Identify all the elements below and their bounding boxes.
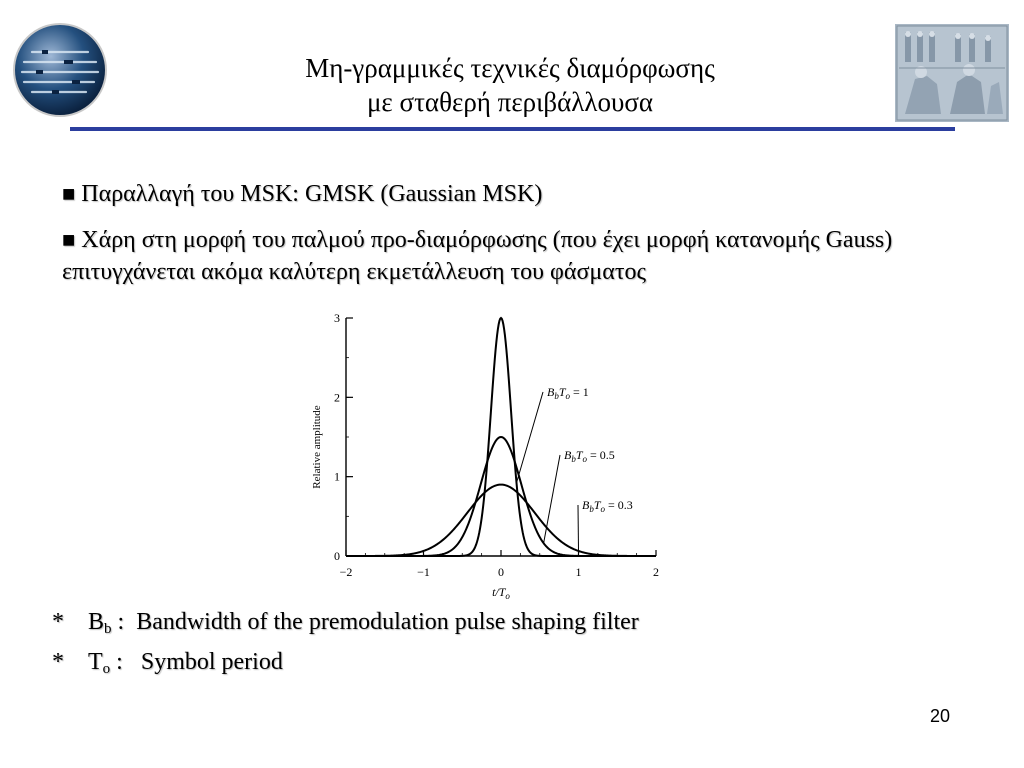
- bullet-gmsk: [62, 178, 992, 210]
- slide-title-line1: Μη-γραμμικές τεχνικές διαμόρφωσης: [305, 53, 715, 83]
- x-tick-label: −2: [339, 565, 353, 579]
- bullet-square-icon: ■: [62, 227, 76, 252]
- stone-relief-icon: [895, 24, 1009, 122]
- title-underline: [70, 127, 955, 131]
- note-separator: :: [111, 609, 125, 635]
- x-tick-label: 1: [575, 565, 582, 579]
- series-label-3: $B_bT_o = 0.3$: [582, 498, 633, 514]
- note-marker: *: [52, 609, 64, 635]
- series-label-1: $B_bT_o = 1$: [547, 385, 589, 401]
- y-tick-label: 1: [334, 469, 340, 484]
- y-axis-label: Relative amplitude: [311, 405, 323, 489]
- x-tick-label: −1: [417, 565, 430, 579]
- note-symbol-period: [52, 646, 283, 685]
- x-tick-label: 0: [498, 565, 504, 579]
- note-separator: :: [110, 649, 123, 675]
- note-bandwidth: [52, 606, 639, 645]
- series-leader-2: [544, 455, 560, 543]
- series-label-2: $B_bT_o = 0.5$: [564, 448, 615, 464]
- slide-title-line2: με σταθερή περιβάλλουσα: [366, 87, 654, 117]
- series-leader-1: [517, 392, 544, 483]
- note-symbol: T: [88, 649, 103, 675]
- series-line-3: [346, 485, 656, 556]
- gaussian-pulse-chart: [302, 304, 674, 600]
- y-tick-label: 0: [334, 549, 340, 563]
- note-text: Symbol period: [140, 649, 283, 675]
- y-tick-label: 3: [334, 311, 340, 325]
- note-subscript: o: [102, 661, 111, 677]
- page-number: 20: [930, 706, 951, 726]
- x-tick-label: 2: [653, 565, 659, 579]
- bullet-text: Χάρη στη μορφή του παλμού προ-διαμόρφωσης (που έχει μορφή κατανομής Gauss) επιτυγχάνεται ακόμα καλύτερη εκμετάλλευση του φάσματος: [62, 227, 893, 285]
- globe-logo-icon: [12, 22, 108, 118]
- note-subscript: b: [104, 621, 112, 637]
- series-leader-3: [578, 505, 579, 551]
- bullet-square-icon: ■: [62, 181, 76, 206]
- x-axis-label: $t/T_o$: [492, 585, 510, 600]
- y-tick-label: 2: [334, 390, 340, 405]
- note-text: Bandwidth of the premodulation pulse shaping filter: [136, 609, 639, 635]
- bullet-gauss: [62, 224, 992, 288]
- note-symbol: B: [88, 609, 105, 635]
- bullet-text: Παραλλαγή του MSK: GMSK (Gaussian MSK): [81, 181, 543, 207]
- note-marker: *: [52, 649, 64, 675]
